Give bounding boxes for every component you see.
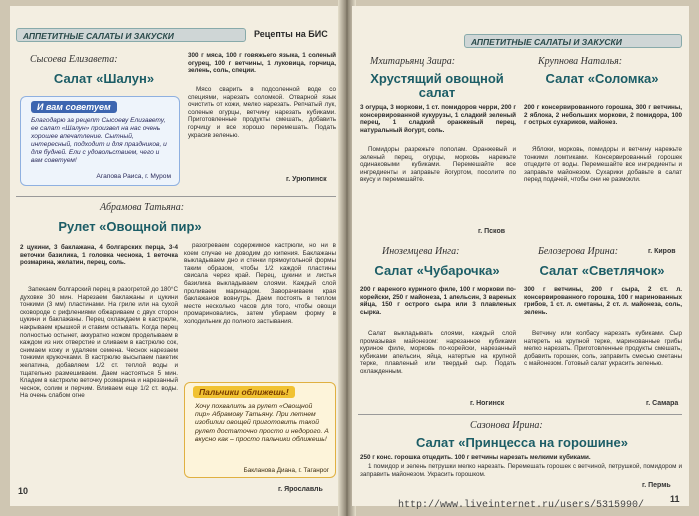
- city-chubar: г. Ногинск: [470, 400, 505, 407]
- advice-header: И вам советуем: [31, 101, 117, 113]
- text-princess: 1 помидор и зелень петрушки мелко нарезать. Перемешать горошек с ветчиной, петрушкой, помидором и заправить майонезом. Украсить горошком.: [360, 463, 682, 478]
- advice-text: Благодарю за рецепт Сысоеву Елизавету, ее салат «Шалун» произвел на нас очень хорошее впечатление. Сытный, интересный, подходит и для праздников, и для будней. Ели с удовольствием, чего и вам советуем!: [31, 117, 167, 164]
- fingers-box: [184, 382, 336, 478]
- text-chubar: Салат выкладывать слоями, каждый слой промазывая майонезом: нарезанное кубиками куриное филе, морковь по-корейски, нарезанный кубиками апельсин, яйца, натертые на крупной терке, плавленый или твердый сыр. Подать охлажденным.: [360, 330, 516, 375]
- title-chubar: Салат «Чубарочка»: [374, 263, 500, 278]
- city-krust: г. Псков: [478, 228, 506, 235]
- city-princess: г. Пермь: [642, 482, 671, 489]
- ingredients-krust: 3 огурца, 3 моркови, 1 ст. помидоров черри, 200 г консервированной кукурузы, 1 сладкий зеленый перец, 1 сладкий оранжевый перец, натуральный йогурт, соль.: [360, 104, 516, 134]
- city-shalun: г. Урюпинск: [286, 176, 327, 183]
- fingers-signature: Бакланова Диана, г. Таганрог: [243, 467, 329, 474]
- fingers-text: Хочу похвалить за рулет «Овощной пир» Абрамову Татьяну. При летнем изобилии овощей приготовить такой рулет достаточно просто и недорого. А вкусно как – просто пальчики оближешь!: [195, 403, 329, 443]
- city-svetl: г. Самара: [646, 400, 679, 407]
- text-solomka: Яблоки, морковь, помидоры и ветчину нарежьте тонкими ломтиками. Консервированный горошек отцедите от воды. Перемешайте все ингредиенты и заправьте майонезом. Сухарики добавьте в салат перед подачей, чтобы они не размокли.: [524, 146, 682, 184]
- author-solomka: Крупнова Наталья:: [538, 56, 623, 67]
- title-rulet: Рулет «Овощной пир»: [58, 219, 202, 234]
- page-number-left: 10: [18, 486, 29, 496]
- text-shalun: Мясо сварить в подсоленной воде со специями, нарезать соломкой. Отварной язык очистить от кожи, мелко нарезать. Репчатый лук, соленые огурцы, ветчину нарезать кубиками. Приготовленные продукты смешать, добавить горчицу и все хорошо перемешать. Подать украсив зеленью.: [188, 86, 336, 139]
- city-rulet: г. Ярославль: [278, 486, 323, 493]
- rubric-right: АППЕТИТНЫЕ САЛАТЫ И ЗАКУСКИ: [464, 34, 682, 48]
- text-svetl: Ветчину или колбасу нарезать кубиками. Сыр натереть на крупной терке, маринованные грибы мелко нарезать. Приготовленные продукты смешать, добавить горошек, соль, заправить смесью сметаны с майонезом. Готовый салат украсить зеленью.: [524, 330, 682, 368]
- rubric-left: АППЕТИТНЫЕ САЛАТЫ И ЗАКУСКИ: [16, 28, 246, 42]
- ingredients-rulet: 2 цукини, 3 баклажана, 4 болгарских перца, 3-4 веточки базилика, 1 головка чеснока, 1 веточка розмарина, желатин, перец, соль.: [20, 244, 178, 267]
- ingredients-princess: 250 г конс. горошка отцедить. 100 г ветчины нарезать мелкими кубиками.: [360, 454, 591, 461]
- divider: [16, 196, 336, 197]
- title-solomka: Салат «Соломка»: [545, 71, 659, 86]
- ingredients-solomka: 200 г консервированного горошка, 300 г ветчины, 2 яблока, 2 небольших моркови, 2 помидора, 100 г острых сухариков, майонез.: [524, 104, 682, 127]
- author-svetl: Белозерова Ирина:: [538, 246, 619, 257]
- text-rulet-col2: разогреваем содержимое кастрюли, но ни в коем случае не доводим до кипения. Баклажаны выкладываем дно и стенки прямоугольной формы таким образом, чтобы 1/2 каждой пластины свисала через край. Перец, цукини и листья базилика выкладываем слоями. Каждый слой проливаем маринадом. Заворачиваем края баклажанов вовнутрь. Даем постоять в теплом месте несколько часов для того, чтобы овощи промариновались, затем убираем форму в холодильник до полного застывания.: [184, 242, 336, 325]
- divider-right: [358, 414, 682, 415]
- text-krust: Помидоры разрежьте пополам. Оранжевый и зеленый перец, огурцы, морковь нарежьте одинаковыми кубиками. Перемешайте все ингредиенты и заправьте йогуртом, посолите по вкусу и перемешайте.: [360, 146, 516, 184]
- title-krust: Хрустящий овощной салат: [370, 71, 504, 100]
- author-krust: Мхитарьянц Заира:: [370, 56, 456, 67]
- ingredients-shalun: 300 г мяса, 100 г говяжьего языка, 1 соленый огурец, 100 г ветчины, 1 луковица, горчица, зелень, соль, специи.: [188, 52, 336, 75]
- advice-signature: Агапова Раиса, г. Муром: [96, 173, 171, 180]
- advice-box: [20, 96, 180, 186]
- fingers-header: Пальчики оближешь!: [193, 386, 295, 398]
- title-princess: Салат «Принцесса на горошине»: [415, 435, 628, 450]
- text-rulet-col1: Запекаем болгарский перец в разогретой до 180°С духовке 30 мин. Нарезаем баклажаны и цукини тонкими (3 мм) пластинами. На гриле или на сухой сковороде с рифлениями обжариваем с двух сторон цукини и баклажаны. Перец охлаждаем в кастрюле, накрываем крышкой и ставим остывать. Когда перец полностью остынет, аккуратно ножом проделываем в каждом из них отверстие и сливаем в кастрюлю сок, снимаем кожу и удаляем семена. Чеснок нарезаем тонкими кружочками. В кастрюлю высыпаем пакетик желатина, добавляем 1/2 ст. теплой воды и тщательно размешиваем. Даем настояться 5 мин. Кладем в кастрюлю веточку розмарина и нарезанный чеснок, солим и перчим. Вливаем еще 1/2 ст. воды. На очень слабом огне: [20, 286, 178, 400]
- author-shalun: Сысоева Елизавета:: [30, 54, 118, 65]
- right-page: [352, 6, 689, 506]
- author-princess: Сазонова Ирина:: [470, 420, 543, 431]
- recipes-tag: Рецепты на БИС: [254, 29, 328, 39]
- city-solomka: г. Киров: [648, 248, 676, 255]
- author-chubar: Иноземцева Инга:: [382, 246, 460, 257]
- page-number-right: 11: [670, 494, 680, 504]
- title-svetl: Салат «Светлячок»: [539, 263, 665, 278]
- author-rulet: Абрамова Татьяна:: [100, 202, 185, 213]
- ingredients-svetl: 300 г ветчины, 200 г сыра, 2 ст. л. консервированного горошка, 100 г маринованных грибов, 1 ст. л. сметаны, 2 ст. л. майонеза, соль, зелень.: [524, 286, 682, 316]
- left-page: [10, 6, 342, 506]
- ingredients-chubar: 200 г вареного куриного филе, 100 г моркови по-корейски, 250 г майонеза, 1 апельсин, 3 вареных яйца, 150 г острого сыра или 3 плавленых сырка.: [360, 286, 516, 316]
- watermark-url: http://www.liveinternet.ru/users/5315990/: [398, 500, 645, 511]
- title-shalun: Салат «Шалун»: [53, 71, 155, 86]
